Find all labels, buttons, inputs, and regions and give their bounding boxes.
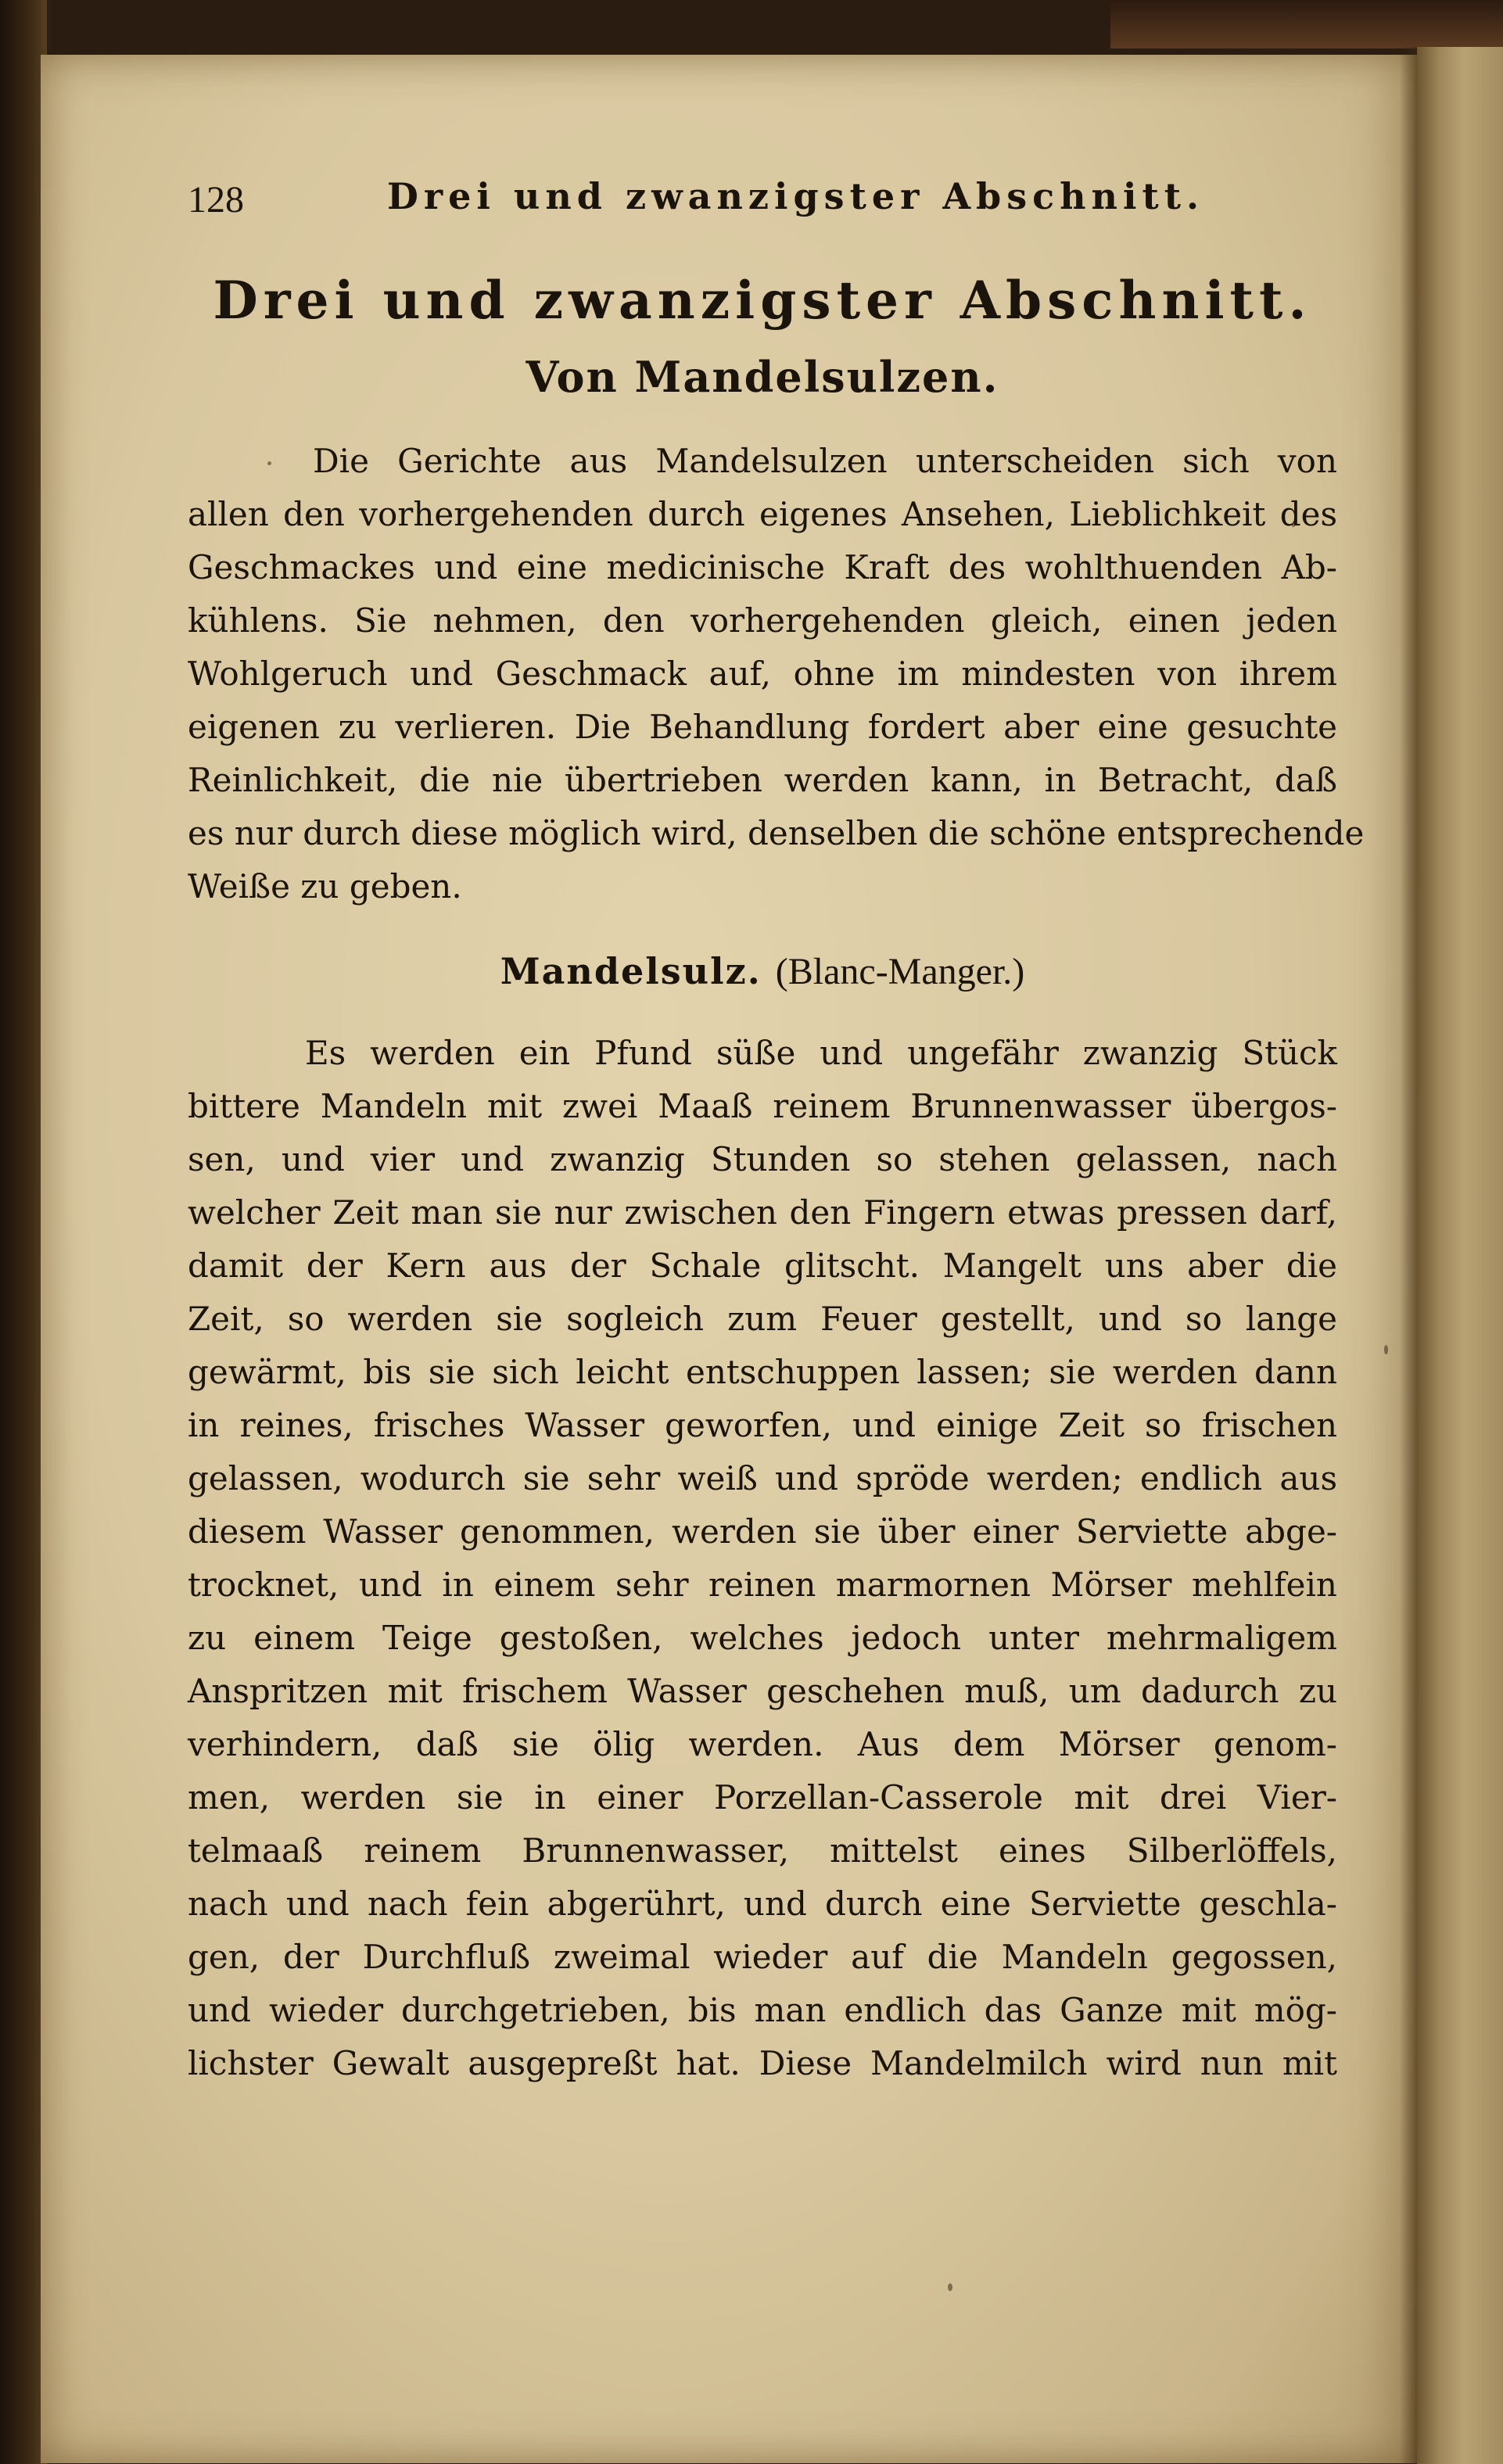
text-line: Die Gerichte aus Mandelsulzen unterscheiden sich von xyxy=(313,442,1337,480)
text-line: verhindern, daß sie ölig werden. Aus dem Mörser genom- xyxy=(188,1725,1337,1763)
recipe-paragraph xyxy=(188,1027,1337,2090)
text-line: damit der Kern aus der Schale glitscht. Mangelt uns aber die xyxy=(188,1246,1337,1285)
text-line: sen, und vier und zwanzig Stunden so stehen gelassen, nach xyxy=(188,1140,1337,1178)
text-line: gewärmt, bis sie sich leicht entschuppen lassen; sie werden dann xyxy=(188,1353,1337,1391)
text-line: Es werden ein Pfund süße und ungefähr zwanzig Stück xyxy=(305,1034,1337,1072)
running-title: Drei und zwanzigster Abschnitt. xyxy=(387,175,1204,217)
text-line: diesem Wasser genommen, werden sie über einer Serviette abge- xyxy=(188,1512,1337,1551)
text-line: in reines, frisches Wasser geworfen, und einige Zeit so frischen xyxy=(188,1406,1337,1444)
recipe-title-latin: (Blanc-Manger.) xyxy=(775,951,1025,992)
paper-speck xyxy=(1384,1345,1388,1354)
text-line: telmaaß reinem Brunnenwasser, mittelst eines Silberlöffels, xyxy=(188,1831,1337,1870)
text-line: kühlens. Sie nehmen, den vorhergehenden gleich, einen jeden xyxy=(188,601,1337,640)
text-line: allen den vorhergehenden durch eigenes Ansehen, Lieblichkeit des xyxy=(188,495,1337,533)
recipe-title-german: Mandelsulz. xyxy=(500,950,762,992)
text-line: eigenen zu verlieren. Die Behandlung fordert aber eine gesuchte xyxy=(188,708,1337,746)
chapter-title: Drei und zwanzigster Abschnitt. xyxy=(213,270,1312,331)
text-line: Geschmackes und eine medicinische Kraft des wohlthuenden Ab- xyxy=(188,548,1337,586)
text-line: es nur durch diese möglich wird, denselben die schöne entsprechende xyxy=(188,814,1365,852)
recipe-title xyxy=(188,940,1337,1003)
text-line: bittere Mandeln mit zwei Maaß reinem Brunnenwasser übergos- xyxy=(188,1087,1337,1125)
text-line: und wieder durchgetrieben, bis man endlich das Ganze mit mög- xyxy=(188,1991,1337,2029)
text-line: nach und nach fein abgerührt, und durch eine Serviette geschla- xyxy=(188,1885,1337,1923)
text-line: Wohlgeruch und Geschmack auf, ohne im mindesten von ihrem xyxy=(188,655,1337,693)
text-line: Zeit, so werden sie sogleich zum Feuer gestellt, und so lange xyxy=(188,1300,1337,1338)
binding-edge xyxy=(0,0,47,2464)
text-line: gen, der Durchfluß zweimal wieder auf die Mandeln gegossen, xyxy=(188,1938,1337,1976)
running-head xyxy=(188,164,1337,235)
text-line: Anspritzen mit frischem Wasser geschehen muß, um dadurch zu xyxy=(188,1672,1337,1710)
text-line: welcher Zeit man sie nur zwischen den Fingern etwas pressen darf, xyxy=(188,1193,1337,1232)
text-line: lichster Gewalt ausgepreßt hat. Diese Mandelmilch wird nun mit xyxy=(188,2044,1337,2082)
top-cover-edge xyxy=(1110,0,1503,48)
text-line: Weiße zu geben. xyxy=(188,867,462,906)
section-title: Von Mandelsulzen. xyxy=(526,352,999,402)
facing-page-edge xyxy=(1417,47,1503,2464)
text-line: trocknet, und in einem sehr reinen marmornen Mörser mehlfein xyxy=(188,1566,1337,1604)
text-line: zu einem Teige gestoßen, welches jedoch unter mehrmaligem xyxy=(188,1619,1337,1657)
page-number: 128 xyxy=(188,179,244,221)
page-content xyxy=(188,164,1365,2090)
text-line: Reinlichkeit, die nie übertrieben werden kann, in Betracht, daß xyxy=(188,761,1337,799)
text-line: gelassen, wodurch sie sehr weiß und spröde werden; endlich aus xyxy=(188,1459,1337,1497)
intro-paragraph xyxy=(188,435,1365,913)
text-line: men, werden sie in einer Porzellan-Casserole mit drei Vier- xyxy=(188,1778,1337,1817)
paper-speck xyxy=(948,2283,952,2291)
